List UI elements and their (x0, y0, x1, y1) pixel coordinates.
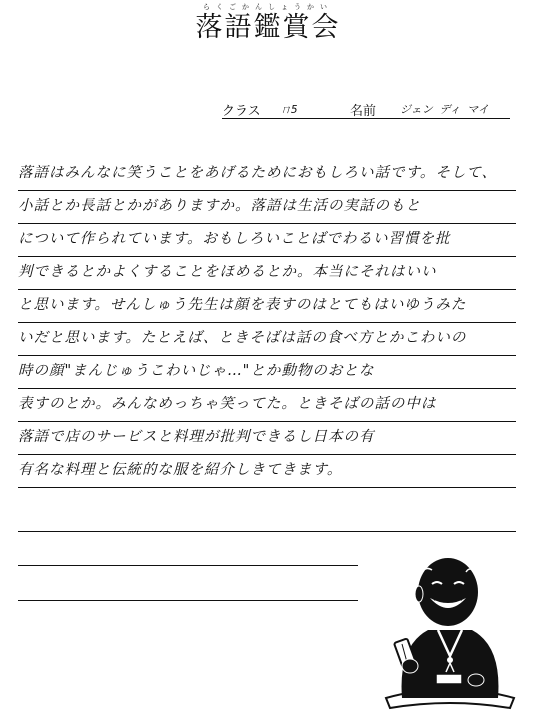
rakugoka-illustration (380, 548, 520, 710)
essay-line: 時の顔"まんじゅうこわいじゃ…"とか動物のおとな (18, 355, 516, 389)
essay-line: と思います。せんしゅう先生は顔を表すのはとてもはいゆうみた (18, 289, 516, 323)
essay-line: 落語で店のサービスと料理が批判できるし日本の有 (18, 421, 516, 455)
essay-line: 小話とか長話とかがありますか。落語は生活の実話のもと (18, 190, 516, 224)
blank-writing-line (18, 600, 358, 601)
class-value: ㄇ5 (280, 103, 298, 116)
page-title: 落語鑑賞会 (195, 12, 341, 43)
essay-line: 判できるとかよくすることをほめるとか。本当にそれはいい (18, 256, 516, 290)
blank-writing-line (18, 531, 516, 532)
essay-line: いだと思います。たとえば、ときそばは話の食べ方とかこわいの (18, 322, 516, 356)
blank-writing-line (18, 565, 358, 566)
essay-line: について作られています。おもしろいことばでわるい習慣を批 (18, 223, 516, 257)
name-label: 名前 (350, 104, 377, 119)
title-furigana: らくごかんしょうかい (203, 3, 333, 11)
title-block (168, 2, 368, 44)
essay-line: 有名な料理と伝統的な服を紹介しきてきます。 (18, 454, 516, 488)
name-value: ジェン ディ マイ (400, 103, 489, 116)
class-label: クラス (222, 104, 261, 119)
essay-line: 落語はみんなに笑うことをあげるためにおもしろい話です。そして、 (18, 157, 516, 191)
essay-line: 表すのとか。みんなめっちゃ笑ってた。ときそばの話の中は (18, 388, 516, 422)
student-info-row (222, 96, 510, 119)
